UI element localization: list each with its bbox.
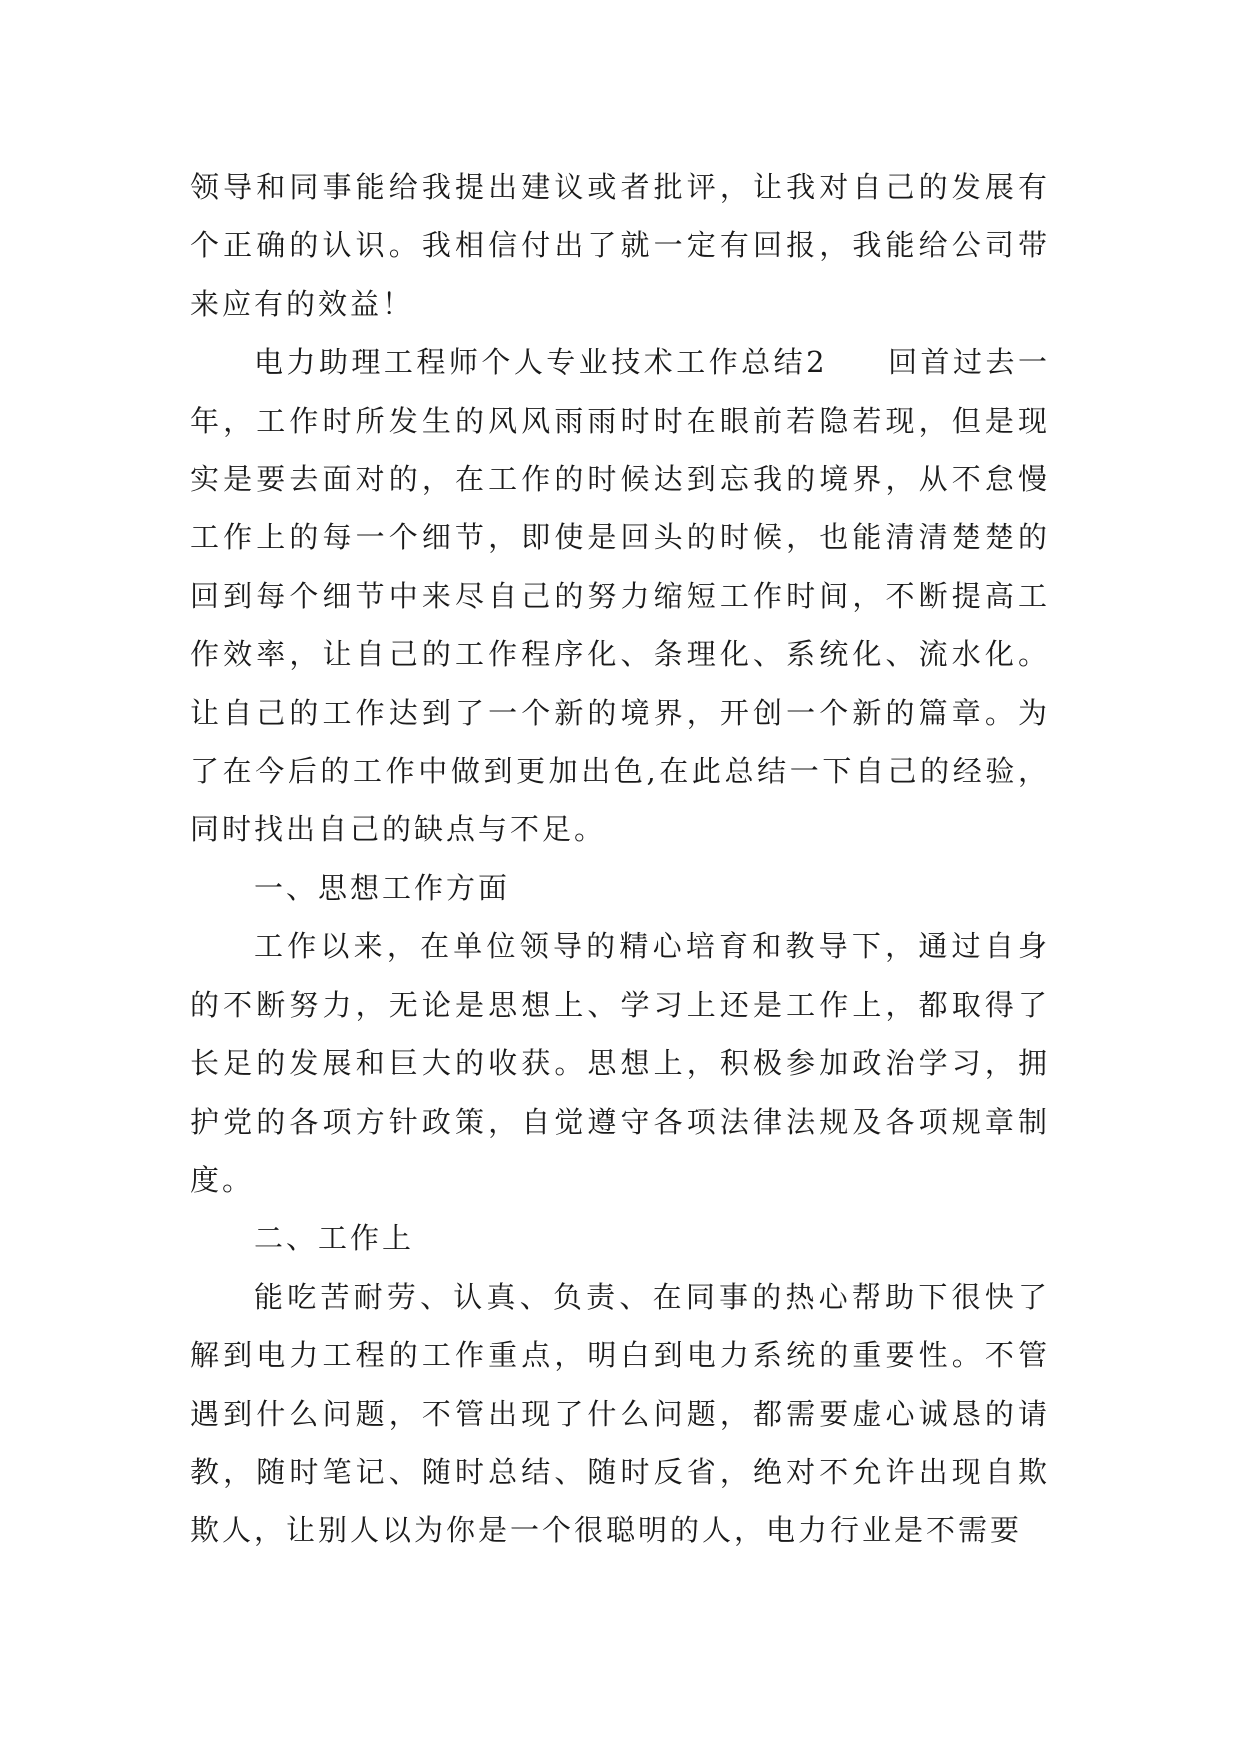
paragraph-continuation	[190, 158, 1050, 333]
paragraph-work	[190, 1268, 1050, 1560]
document-body	[190, 158, 1050, 1560]
section-title: 电力助理工程师个人专业技术工作总结2	[254, 345, 828, 380]
heading-text: 一、思想工作方面	[254, 870, 511, 905]
paragraph-text: 能吃苦耐劳、认真、负责、在同事的热心帮助下很快了解到电力工程的工作重点，明白到电力系统的重要性。不管遇到什么问题，不管出现了什么问题，都需要虚心诚恳的请教，随时笔记、随时总结、随时反省，绝对不允许出现自欺欺人，让别人以为你是一个很聪明的人，电力行业是不需要	[190, 1279, 1050, 1548]
paragraph-text: 回首过去一年，工作时所发生的风风雨雨时时在眼前若隐若现，但是现实是要去面对的，在工作的时候达到忘我的境界，从不怠慢工作上的每一个细节，即使是回头的时候，也能清清楚楚的回到每个细节中来尽自己的努力缩短工作时间，不断提高工作效率，让自己的工作程序化、条理化、系统化、流水化。让自己的工作达到了一个新的境界，开创一个新的篇章。为了在今后的工作中做到更加出色,在此总结一下自己的经验，同时找出自己的缺点与不足。	[190, 345, 1050, 847]
paragraph-text: 工作以来，在单位领导的精心培育和教导下，通过自身的不断努力，无论是思想上、学习上还是工作上，都取得了长足的发展和巨大的收获。思想上，积极参加政治学习，拥护党的各项方针政策，自觉遵守各项法律法规及各项规章制度。	[190, 929, 1050, 1197]
heading-text: 二、工作上	[254, 1221, 415, 1256]
paragraph-summary-intro	[190, 333, 1050, 859]
heading-ideology	[190, 859, 1050, 917]
heading-work	[190, 1209, 1050, 1267]
paragraph-text: 领导和同事能给我提出建议或者批评，让我对自己的发展有个正确的认识。我相信付出了就一定有回报，我能给公司带来应有的效益！	[190, 170, 1050, 321]
paragraph-ideology	[190, 917, 1050, 1209]
